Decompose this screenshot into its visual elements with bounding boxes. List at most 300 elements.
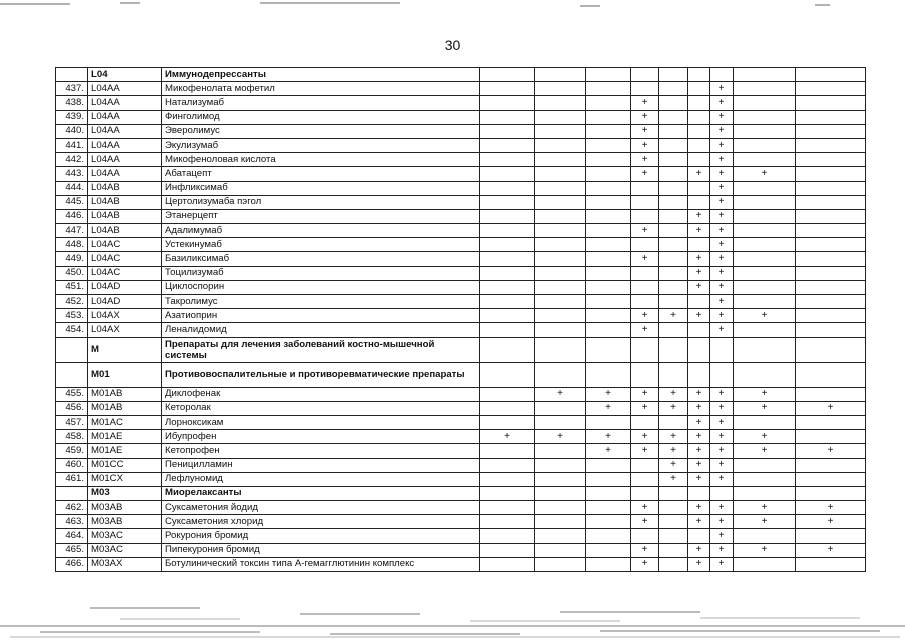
mark-cell: + [688, 557, 710, 571]
mark-cell [734, 153, 796, 167]
mark-cell [535, 323, 586, 337]
mark-cell: + [710, 181, 734, 195]
table-row [56, 557, 866, 571]
mark-cell [796, 195, 866, 209]
mark-cell [796, 486, 866, 500]
drug-name-cell: Диклофенак [162, 387, 480, 401]
drug-name-cell: Тоцилизумаб [162, 266, 480, 280]
mark-cell [659, 96, 688, 110]
mark-cell [586, 337, 631, 362]
mark-cell [480, 82, 535, 96]
mark-cell [796, 238, 866, 252]
mark-cell: + [631, 444, 659, 458]
drug-name-cell: Суксаметония йодид [162, 501, 480, 515]
mark-cell: + [631, 153, 659, 167]
row-number-cell: 461. [56, 472, 88, 486]
mark-cell [688, 238, 710, 252]
group-row [56, 362, 866, 387]
mark-cell [586, 486, 631, 500]
mark-cell [535, 266, 586, 280]
mark-cell: + [586, 444, 631, 458]
table-row [56, 444, 866, 458]
mark-cell [734, 68, 796, 82]
row-number-cell: 456. [56, 401, 88, 415]
mark-cell [659, 110, 688, 124]
mark-cell: + [734, 401, 796, 415]
mark-cell: + [710, 138, 734, 152]
atc-code-cell: M01AC [88, 415, 162, 429]
row-number-cell: 451. [56, 280, 88, 294]
mark-cell [586, 209, 631, 223]
mark-cell: + [659, 309, 688, 323]
mark-cell [734, 557, 796, 571]
mark-cell [796, 472, 866, 486]
row-number-cell: 459. [56, 444, 88, 458]
table-row [56, 415, 866, 429]
row-number-cell: 463. [56, 515, 88, 529]
mark-cell: + [796, 501, 866, 515]
atc-code-cell: L04AD [88, 280, 162, 294]
mark-cell [480, 458, 535, 472]
drug-name-cell: Противовоспалительные и противоревматические препараты [162, 362, 480, 387]
atc-code-cell: M01AE [88, 444, 162, 458]
mark-cell [586, 280, 631, 294]
mark-cell [734, 295, 796, 309]
mark-cell: + [659, 430, 688, 444]
atc-code-cell: M03AC [88, 543, 162, 557]
mark-cell: + [710, 110, 734, 124]
mark-cell [734, 486, 796, 500]
mark-cell [796, 224, 866, 238]
table-row [56, 96, 866, 110]
mark-cell [734, 337, 796, 362]
table-row [56, 124, 866, 138]
mark-cell [796, 309, 866, 323]
drug-name-cell: Финголимод [162, 110, 480, 124]
atc-code-cell: L04AB [88, 224, 162, 238]
mark-cell [688, 181, 710, 195]
row-number-cell: 457. [56, 415, 88, 429]
mark-cell [480, 543, 535, 557]
mark-cell [535, 238, 586, 252]
mark-cell [480, 280, 535, 294]
atc-code-cell: M01CC [88, 458, 162, 472]
mark-cell [659, 181, 688, 195]
mark-cell [710, 68, 734, 82]
mark-cell [734, 110, 796, 124]
drug-name-cell: Такролимус [162, 295, 480, 309]
row-number-cell: 447. [56, 224, 88, 238]
mark-cell [535, 110, 586, 124]
scan-artifact-top [0, 0, 905, 14]
mark-cell: + [710, 444, 734, 458]
mark-cell [535, 529, 586, 543]
mark-cell [480, 68, 535, 82]
mark-cell [734, 96, 796, 110]
table-row [56, 110, 866, 124]
mark-cell: + [734, 543, 796, 557]
mark-cell [480, 110, 535, 124]
mark-cell: + [710, 323, 734, 337]
mark-cell [586, 82, 631, 96]
mark-cell [586, 153, 631, 167]
mark-cell: + [688, 430, 710, 444]
table-row [56, 153, 866, 167]
row-number-cell: 450. [56, 266, 88, 280]
mark-cell: + [710, 529, 734, 543]
mark-cell: + [710, 167, 734, 181]
mark-cell: + [710, 309, 734, 323]
table-row [56, 280, 866, 294]
mark-cell: + [710, 472, 734, 486]
table-row [56, 543, 866, 557]
mark-cell [796, 167, 866, 181]
mark-cell [796, 252, 866, 266]
mark-cell [480, 401, 535, 415]
table-row [56, 181, 866, 195]
table-row [56, 387, 866, 401]
table-row [56, 458, 866, 472]
mark-cell: + [710, 543, 734, 557]
mark-cell [734, 415, 796, 429]
mark-cell [480, 323, 535, 337]
drug-name-cell: Абатацепт [162, 167, 480, 181]
atc-code-cell: L04AA [88, 138, 162, 152]
mark-cell [535, 501, 586, 515]
mark-cell [688, 124, 710, 138]
mark-cell [535, 337, 586, 362]
mark-cell [688, 295, 710, 309]
mark-cell: + [688, 458, 710, 472]
mark-cell: + [710, 515, 734, 529]
mark-cell [659, 153, 688, 167]
mark-cell [734, 181, 796, 195]
mark-cell [659, 362, 688, 387]
mark-cell [688, 68, 710, 82]
mark-cell [535, 224, 586, 238]
table-body [56, 68, 866, 572]
mark-cell [535, 96, 586, 110]
mark-cell [480, 224, 535, 238]
atc-code-cell: L04 [88, 68, 162, 82]
table-row [56, 529, 866, 543]
mark-cell [535, 295, 586, 309]
mark-cell [480, 167, 535, 181]
table-row [56, 430, 866, 444]
atc-code-cell: L04AB [88, 209, 162, 223]
mark-cell [535, 472, 586, 486]
mark-cell [659, 529, 688, 543]
mark-cell [659, 209, 688, 223]
row-number-cell: 453. [56, 309, 88, 323]
mark-cell [734, 195, 796, 209]
mark-cell: + [734, 501, 796, 515]
row-number-cell: 465. [56, 543, 88, 557]
mark-cell [659, 167, 688, 181]
mark-cell [734, 472, 796, 486]
mark-cell [535, 444, 586, 458]
mark-cell [796, 280, 866, 294]
mark-cell: + [631, 124, 659, 138]
table-row [56, 501, 866, 515]
mark-cell [480, 238, 535, 252]
mark-cell [480, 486, 535, 500]
mark-cell [480, 501, 535, 515]
mark-cell [710, 337, 734, 362]
mark-cell [535, 181, 586, 195]
mark-cell: + [631, 167, 659, 181]
row-number-cell: 445. [56, 195, 88, 209]
mark-cell: + [734, 515, 796, 529]
mark-cell: + [734, 167, 796, 181]
mark-cell [796, 68, 866, 82]
mark-cell [535, 515, 586, 529]
mark-cell [796, 430, 866, 444]
mark-cell [631, 337, 659, 362]
mark-cell [796, 557, 866, 571]
row-number-cell: 444. [56, 181, 88, 195]
atc-code-cell: M01CX [88, 472, 162, 486]
drug-name-cell: Кеторолак [162, 401, 480, 415]
mark-cell [480, 252, 535, 266]
mark-cell: + [710, 501, 734, 515]
mark-cell [480, 138, 535, 152]
mark-cell: + [734, 430, 796, 444]
mark-cell [586, 515, 631, 529]
mark-cell [586, 323, 631, 337]
mark-cell: + [710, 238, 734, 252]
mark-cell [586, 167, 631, 181]
table-row [56, 138, 866, 152]
mark-cell: + [734, 387, 796, 401]
mark-cell [586, 472, 631, 486]
row-number-cell: 441. [56, 138, 88, 152]
mark-cell [586, 543, 631, 557]
mark-cell: + [688, 167, 710, 181]
group-row [56, 68, 866, 82]
mark-cell: + [710, 458, 734, 472]
group-row [56, 486, 866, 500]
mark-cell [631, 472, 659, 486]
atc-code-cell: L04AA [88, 124, 162, 138]
mark-cell [796, 266, 866, 280]
mark-cell [480, 557, 535, 571]
mark-cell [659, 195, 688, 209]
scan-artifact-bottom [0, 590, 905, 640]
drug-name-cell: Рокурония бромид [162, 529, 480, 543]
mark-cell [688, 138, 710, 152]
table-row [56, 472, 866, 486]
table-row [56, 167, 866, 181]
drug-name-cell: Пеницилламин [162, 458, 480, 472]
mark-cell [535, 138, 586, 152]
mark-cell [796, 209, 866, 223]
mark-cell [586, 138, 631, 152]
mark-cell [480, 266, 535, 280]
mark-cell [631, 82, 659, 96]
mark-cell [480, 309, 535, 323]
atc-code-cell: L04AA [88, 82, 162, 96]
mark-cell [659, 543, 688, 557]
mark-cell: + [688, 501, 710, 515]
mark-cell [659, 68, 688, 82]
mark-cell [631, 529, 659, 543]
mark-cell: + [688, 472, 710, 486]
mark-cell [796, 387, 866, 401]
mark-cell [796, 458, 866, 472]
drug-name-cell: Микофенолата мофетил [162, 82, 480, 96]
atc-code-cell: M01AB [88, 401, 162, 415]
mark-cell [535, 362, 586, 387]
row-number-cell: 458. [56, 430, 88, 444]
mark-cell [586, 238, 631, 252]
row-number-cell: 464. [56, 529, 88, 543]
mark-cell [535, 415, 586, 429]
table-row [56, 252, 866, 266]
mark-cell [734, 458, 796, 472]
row-number-cell [56, 68, 88, 82]
mark-cell: + [688, 252, 710, 266]
mark-cell: + [710, 266, 734, 280]
mark-cell [586, 224, 631, 238]
mark-cell [710, 486, 734, 500]
mark-cell: + [586, 401, 631, 415]
group-row [56, 337, 866, 362]
atc-code-cell: L04AC [88, 252, 162, 266]
mark-cell [535, 195, 586, 209]
mark-cell [796, 323, 866, 337]
mark-cell [688, 529, 710, 543]
mark-cell [586, 501, 631, 515]
mark-cell: + [631, 543, 659, 557]
row-number-cell [56, 486, 88, 500]
mark-cell: + [659, 472, 688, 486]
mark-cell [659, 337, 688, 362]
mark-cell: + [710, 252, 734, 266]
mark-cell [796, 96, 866, 110]
drug-name-cell: Эверолимус [162, 124, 480, 138]
drug-name-cell: Устекинумаб [162, 238, 480, 252]
mark-cell: + [796, 543, 866, 557]
mark-cell [796, 138, 866, 152]
mark-cell [659, 295, 688, 309]
mark-cell [631, 238, 659, 252]
mark-cell: + [688, 309, 710, 323]
mark-cell [535, 557, 586, 571]
mark-cell [631, 209, 659, 223]
mark-cell [659, 486, 688, 500]
drug-name-cell: Иммунодепрессанты [162, 68, 480, 82]
mark-cell: + [535, 387, 586, 401]
drug-name-cell: Адалимумаб [162, 224, 480, 238]
mark-cell: + [710, 124, 734, 138]
mark-cell: + [631, 96, 659, 110]
mark-cell [659, 266, 688, 280]
atc-code-cell: L04AB [88, 181, 162, 195]
mark-cell [480, 295, 535, 309]
mark-cell [586, 362, 631, 387]
mark-cell: + [688, 209, 710, 223]
row-number-cell: 449. [56, 252, 88, 266]
mark-cell [480, 195, 535, 209]
mark-cell: + [631, 501, 659, 515]
atc-code-cell: M03AB [88, 515, 162, 529]
drug-name-cell: Циклоспорин [162, 280, 480, 294]
atc-code-cell: М01 [88, 362, 162, 387]
mark-cell [586, 96, 631, 110]
mark-cell: + [480, 430, 535, 444]
mark-cell [631, 295, 659, 309]
mark-cell [586, 181, 631, 195]
mark-cell [734, 529, 796, 543]
mark-cell: + [710, 295, 734, 309]
drug-name-cell: Пипекурония бромид [162, 543, 480, 557]
atc-code-cell: L04AX [88, 309, 162, 323]
mark-cell [586, 557, 631, 571]
drug-name-cell: Ибупрофен [162, 430, 480, 444]
mark-cell [480, 444, 535, 458]
table-row [56, 224, 866, 238]
drug-name-cell: Цертолизумаба пэгол [162, 195, 480, 209]
mark-cell: + [734, 444, 796, 458]
mark-cell: + [710, 153, 734, 167]
atc-code-cell: М [88, 337, 162, 362]
mark-cell [688, 486, 710, 500]
table-row [56, 195, 866, 209]
mark-cell: + [710, 415, 734, 429]
mark-cell: + [688, 387, 710, 401]
mark-cell [734, 252, 796, 266]
mark-cell [796, 295, 866, 309]
mark-cell: + [710, 96, 734, 110]
mark-cell: + [710, 224, 734, 238]
mark-cell [688, 337, 710, 362]
atc-code-cell: L04AA [88, 167, 162, 181]
mark-cell [535, 124, 586, 138]
row-number-cell: 440. [56, 124, 88, 138]
mark-cell: + [631, 323, 659, 337]
drug-name-cell: Суксаметония хлорид [162, 515, 480, 529]
mark-cell [688, 110, 710, 124]
mark-cell [710, 362, 734, 387]
mark-cell [631, 181, 659, 195]
table-row [56, 515, 866, 529]
mark-cell: + [631, 557, 659, 571]
mark-cell [535, 153, 586, 167]
mark-cell: + [796, 515, 866, 529]
drug-name-cell: Лорноксикам [162, 415, 480, 429]
mark-cell [688, 323, 710, 337]
mark-cell [480, 124, 535, 138]
mark-cell [734, 82, 796, 96]
mark-cell: + [659, 444, 688, 458]
mark-cell [796, 124, 866, 138]
mark-cell [586, 295, 631, 309]
mark-cell [796, 362, 866, 387]
mark-cell [659, 323, 688, 337]
mark-cell [586, 68, 631, 82]
mark-cell [631, 68, 659, 82]
mark-cell: + [688, 401, 710, 415]
mark-cell [734, 323, 796, 337]
drug-name-cell: Ботулинический токсин типа А-гемагглютинин комплекс [162, 557, 480, 571]
mark-cell [796, 110, 866, 124]
mark-cell [734, 224, 796, 238]
mark-cell: + [631, 515, 659, 529]
mark-cell [535, 252, 586, 266]
mark-cell [586, 415, 631, 429]
mark-cell: + [688, 280, 710, 294]
